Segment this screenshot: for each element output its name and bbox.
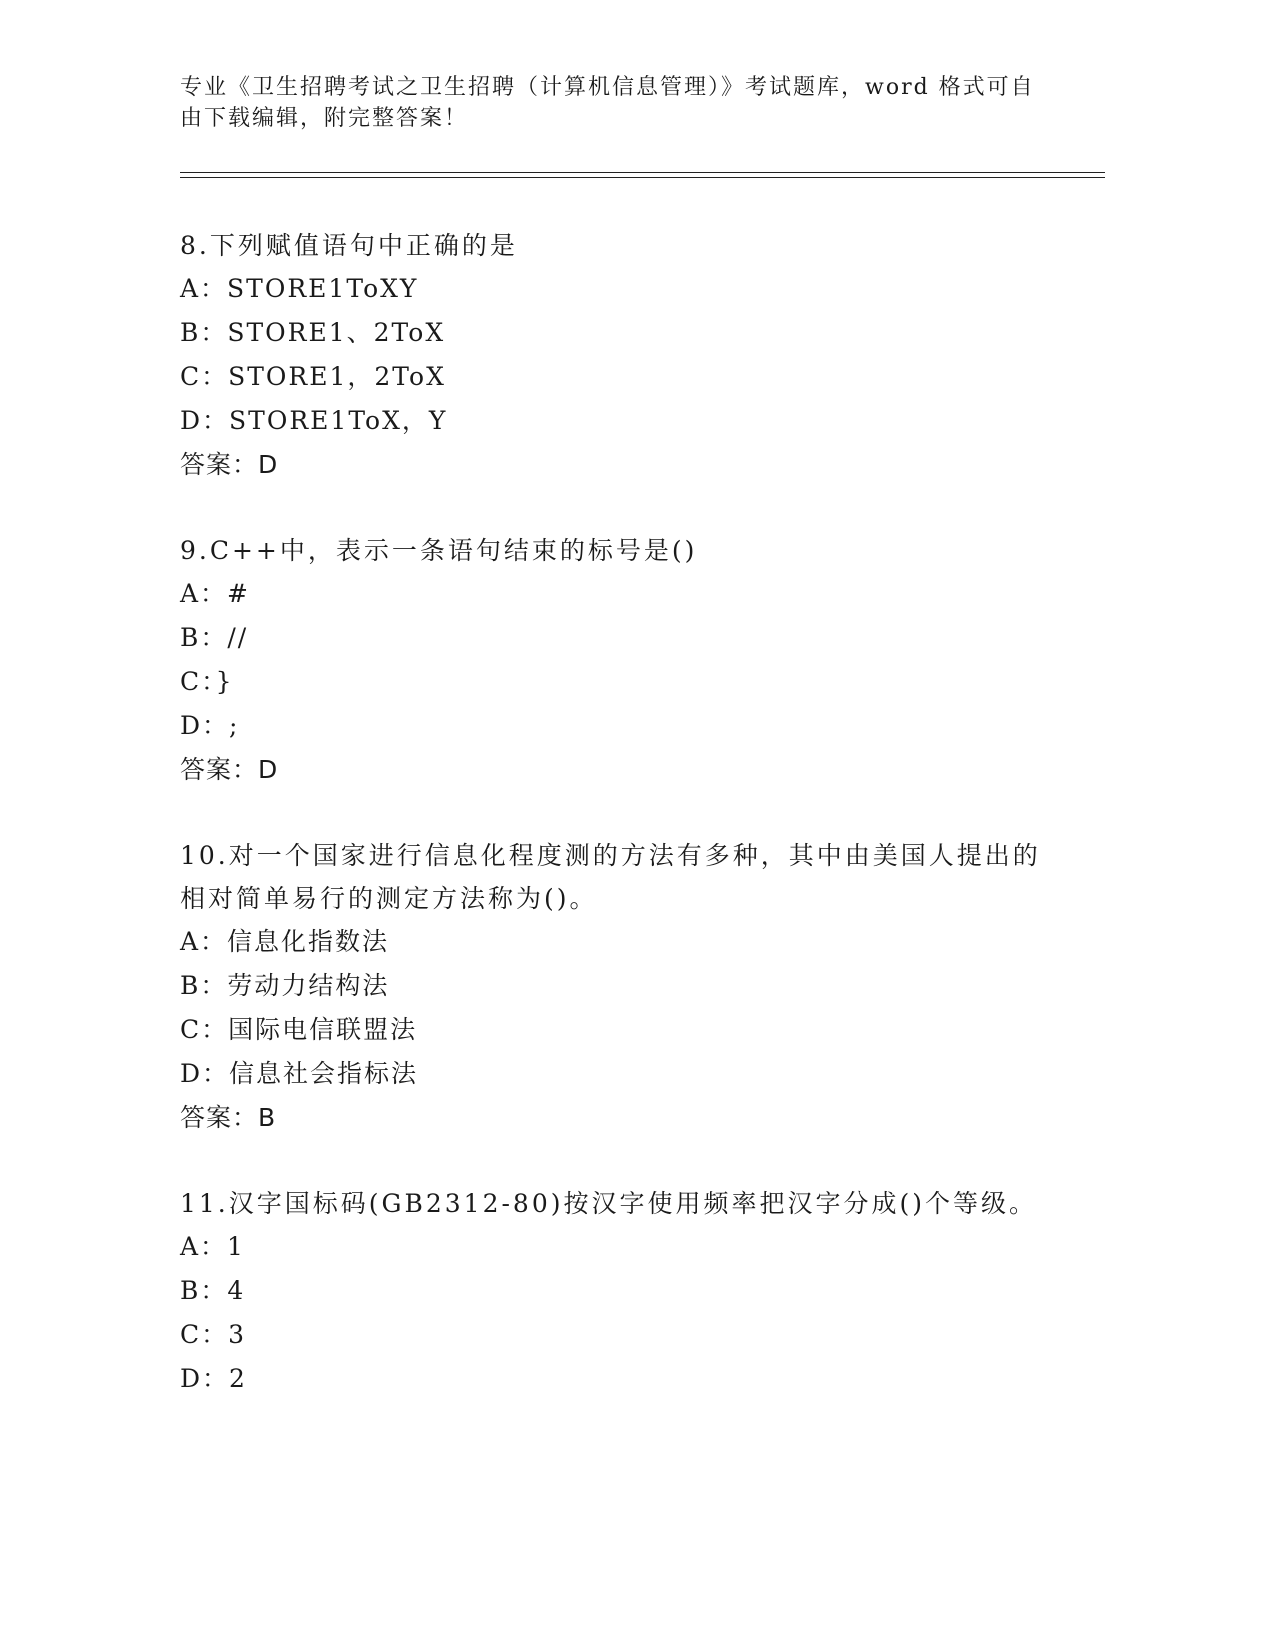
option-b: B：STORE1、2ToX xyxy=(180,318,446,347)
document-header xyxy=(180,72,1060,134)
option-d: D：信息社会指标法 xyxy=(180,1059,419,1088)
option-c: C：国际电信联盟法 xyxy=(180,1015,418,1044)
answer: 答案：D xyxy=(180,450,279,479)
option-a: A：信息化指数法 xyxy=(180,927,390,956)
option-d: D：2 xyxy=(180,1364,247,1393)
question-stem-line-2: 相对简单易行的测定方法称为()。 xyxy=(180,884,598,913)
option-c: C：} xyxy=(180,667,234,696)
question-11 xyxy=(180,1182,1050,1401)
question-stem: 9.C++中，表示一条语句结束的标号是() xyxy=(180,536,698,565)
header-divider-bottom xyxy=(180,177,1105,178)
question-8 xyxy=(180,224,1050,487)
answer: 答案：B xyxy=(180,1103,277,1132)
option-c: C：STORE1，2ToX xyxy=(180,362,446,391)
header-divider-top xyxy=(180,172,1105,173)
question-stem: 8.下列赋值语句中正确的是 xyxy=(180,231,518,260)
header-line-2: 由下载编辑，附完整答案！ xyxy=(180,106,469,131)
question-stem: 11.汉字国标码(GB2312-80)按汉字使用频率把汉字分成()个等级。 xyxy=(180,1189,1037,1218)
option-d: D：STORE1ToX，Y xyxy=(180,406,448,435)
question-9 xyxy=(180,529,1050,792)
option-d: D：; xyxy=(180,711,240,740)
option-a: A：# xyxy=(180,579,251,608)
option-b: B：4 xyxy=(180,1276,246,1305)
question-10 xyxy=(180,834,1050,1140)
header-line-1: 专业《卫生招聘考试之卫生招聘（计算机信息管理）》考试题库，word 格式可自 xyxy=(180,75,1035,100)
option-a: A：1 xyxy=(180,1232,245,1261)
option-b: B：劳动力结构法 xyxy=(180,971,390,1000)
question-stem-line-1: 10.对一个国家进行信息化程度测的方法有多种，其中由美国人提出的 xyxy=(180,841,1041,870)
answer: 答案：D xyxy=(180,755,279,784)
option-a: A：STORE1ToXY xyxy=(180,274,419,303)
option-b: B：// xyxy=(180,623,249,652)
option-c: C：3 xyxy=(180,1320,247,1349)
